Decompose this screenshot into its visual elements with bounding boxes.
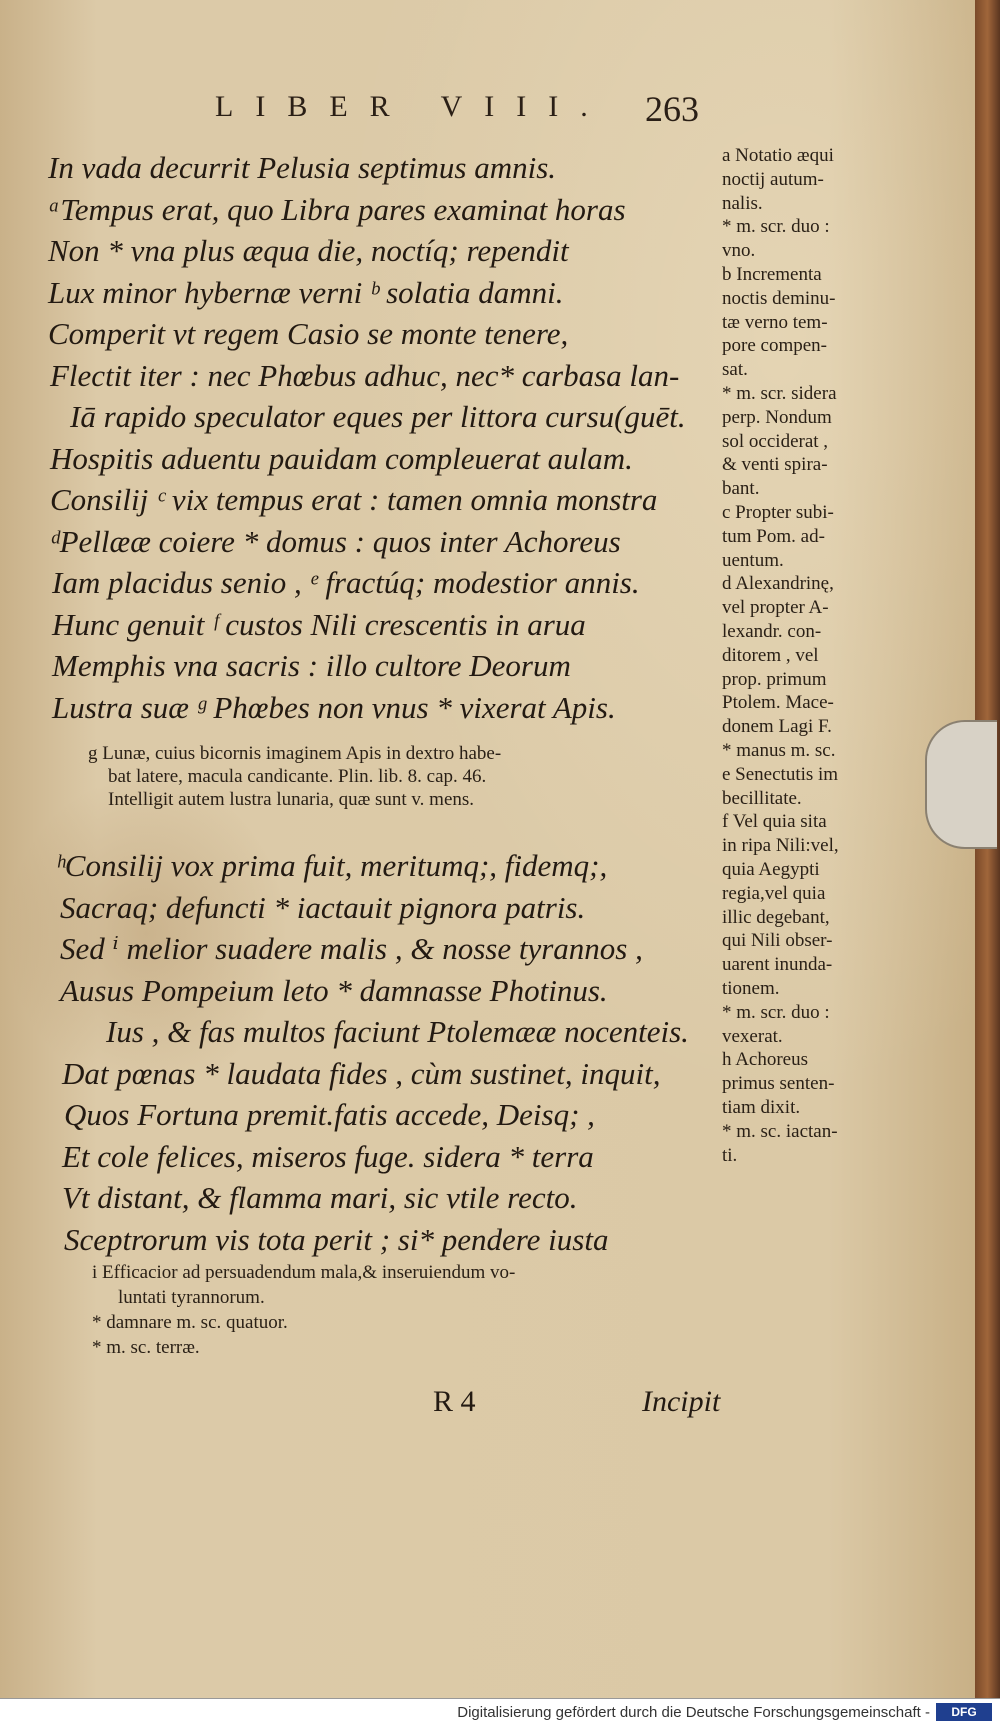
footer-text: Digitalisierung gefördert durch die Deutsche Forschungsgemeinschaft -	[457, 1704, 930, 1721]
footnote-line: Intelligit autem lustra lunaria, quæ sunt v. mens.	[108, 789, 475, 810]
running-title: LIBER VIII.	[215, 90, 610, 123]
margin-line: nalis.	[722, 192, 763, 214]
margin-line: ti.	[722, 1144, 738, 1166]
signature-mark: R 4	[433, 1385, 476, 1418]
margin-line: tionem.	[722, 978, 780, 999]
catchword: Incipit	[642, 1385, 721, 1418]
margin-line: lexandr. con-	[722, 621, 822, 642]
verse-line: Quos Fortuna premit.fatis accede, Deisq; ,	[64, 1097, 595, 1132]
margin-line: primus senten-	[722, 1073, 835, 1095]
verse-line: Iā rapido speculator eques per littora cursu(guēt.	[70, 399, 686, 434]
margin-line: in ripa Nili:vel,	[722, 835, 839, 857]
margin-line: prop. primum	[722, 668, 827, 690]
footnote-line: bat latere, macula candicante. Plin. lib. 8. cap. 46.	[108, 766, 487, 787]
margin-line: pore compen-	[722, 335, 827, 357]
verse-line: Comperit vt regem Casio se monte tenere,	[48, 316, 569, 351]
margin-line: donem Lagi F.	[722, 716, 832, 738]
margin-line: tiam dixit.	[722, 1097, 801, 1118]
margin-line: * m. scr. duo :	[722, 1001, 830, 1023]
footer-bar	[0, 1698, 1000, 1726]
verse-line: Iam placidus senio , ᵉ fractúq; modestior annis.	[52, 565, 640, 600]
margin-line: * m. sc. iactan-	[722, 1120, 838, 1142]
verse-line: ᵃTempus erat, quo Libra pares examinat horas	[48, 191, 626, 227]
margin-line: e Senectutis im	[722, 763, 839, 785]
margin-line: c Propter subi-	[722, 502, 834, 523]
verse-line: Et cole felices, miseros fuge. sidera * terra	[62, 1138, 594, 1174]
margin-line: sat.	[722, 359, 748, 381]
verse-line: Dat pœnas * laudata fides , cùm sustinet, inquit,	[62, 1055, 661, 1091]
margin-line: sol occiderat ,	[722, 430, 829, 452]
margin-line: illic degebant,	[722, 906, 830, 928]
footnote-line: g Lunæ, cuius bicornis imaginem Apis in dextro habe-	[88, 743, 502, 764]
margin-line: uarent inunda-	[722, 954, 833, 976]
book-edge	[975, 0, 1000, 1698]
margin-line: regia,vel quia	[722, 882, 826, 904]
margin-line: noctis deminu-	[722, 287, 836, 309]
verse-line: Ius , & fas multos faciunt Ptolemææ nocenteis.	[106, 1014, 689, 1049]
verse-line: ʰConsilij vox prima fuit, meritumq;, fidemq;,	[56, 848, 608, 883]
verse-line: Flectit iter : nec Phœbus adhuc, nec* carbasa lan-	[50, 357, 680, 393]
verse-line: Non * vna plus æqua die, noctíq; rependit	[48, 233, 569, 268]
verse-line: Sed ⁱ melior suadere malis , & nosse tyrannos ,	[60, 931, 643, 966]
verse-line: Consilij ᶜ vix tempus erat : tamen omnia monstra	[50, 482, 658, 517]
margin-line: ditorem , vel	[722, 644, 819, 666]
margin-line: h Achoreus	[722, 1049, 809, 1071]
verse-line: Lux minor hybernæ verni ᵇ solatia damni.	[48, 274, 564, 310]
margin-line: d Alexandrinę,	[722, 573, 834, 595]
margin-line: * m. scr. duo :	[722, 216, 830, 238]
margin-line: perp. Nondum	[722, 406, 832, 428]
footnote-line: luntati tyrannorum.	[118, 1287, 265, 1308]
margin-line: Ptolem. Mace-	[722, 692, 834, 714]
dfg-logo: DFG	[936, 1703, 992, 1721]
margin-line: * manus m. sc.	[722, 740, 836, 761]
margin-line: vel propter A-	[722, 597, 829, 619]
verse-line: ᵈPellææ coiere * domus : quos inter Achoreus	[50, 523, 621, 559]
bookmark-tab	[925, 720, 997, 849]
margin-line: f Vel quia sita	[722, 811, 827, 833]
margin-line: bant.	[722, 478, 760, 500]
verse-line: Hunc genuit ᶠ custos Nili crescentis in arua	[52, 606, 586, 642]
footnote-line: i Efficacior ad persuadendum mala,& inseruiendum vo-	[92, 1262, 516, 1283]
verse-line: Memphis vna sacris : illo cultore Deorum	[52, 648, 571, 683]
verse-line: Sceptrorum vis tota perit ; si* pendere iusta	[64, 1221, 609, 1257]
margin-line: qui Nili obser-	[722, 930, 833, 952]
margin-line: becillitate.	[722, 787, 802, 809]
verse-line: Sacraq; defuncti * iactauit pignora patris.	[60, 889, 586, 925]
verse-line: Lustra suæ ᵍ Phœbes non vnus * vixerat Apis.	[52, 689, 616, 725]
margin-line: b Incrementa	[722, 264, 822, 285]
verse-line: In vada decurrit Pelusia septimus amnis.	[48, 150, 557, 185]
margin-line: vno.	[722, 240, 756, 262]
verse-line: Ausus Pompeium leto * damnasse Photinus.	[60, 972, 608, 1008]
margin-line: * m. scr. sidera	[722, 383, 837, 404]
margin-line: & venti spira-	[722, 454, 828, 476]
margin-line: noctij autum-	[722, 168, 824, 190]
page-number: 263	[645, 89, 699, 129]
verse-line: Hospitis aduentu pauidam compleuerat aulam.	[50, 440, 633, 476]
margin-line: quia Aegypti	[722, 859, 820, 880]
margin-line: vexerat.	[722, 1025, 783, 1047]
verse-line: Vt distant, & flamma mari, sic vtile recto.	[62, 1180, 578, 1215]
margin-line: uentum.	[722, 549, 784, 571]
margin-line: tum Pom. ad-	[722, 525, 825, 547]
footnote-line: * m. sc. terræ.	[92, 1337, 200, 1358]
margin-line: a Notatio æqui	[722, 145, 834, 166]
footnote-line: * damnare m. sc. quatuor.	[92, 1312, 288, 1333]
margin-line: tæ verno tem-	[722, 311, 828, 333]
